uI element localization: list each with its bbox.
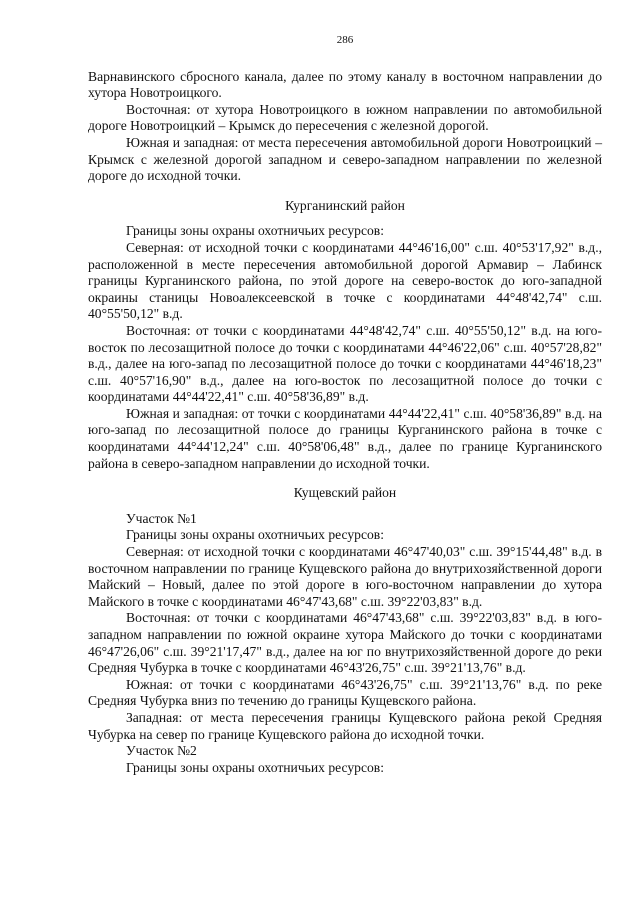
paragraph: Южная: от точки с координатами 46°43'26,75" с.ш. 39°21'13,76" в.д. по реке Средняя Чубурка вниз по течению до границы Кущевского района. xyxy=(88,676,602,709)
paragraph: Северная: от исходной точки с координатами 44°46'16,00" с.ш. 40°53'17,92" в.д., расположенной в месте пересечения автомобильной дорогой Армавир – Лабинск границы Курганинского района, по этой дороге на северо-восток до юго-западной окраины станицы Новоалексеевской в точке с координатами 44°48'42,74" с.ш. 40°55'50,12" в.д. xyxy=(88,239,602,322)
paragraph: Южная и западная: от точки с координатами 44°44'22,41" с.ш. 40°58'36,89" в.д. на юго-запад по лесозащитной полосе до границы Курганинского района в точке с координатами 44°44'12,24" с.ш. 40°58'06,48" в.д., далее по границе Курганинского района в северо-западном направлении до исходной точки. xyxy=(88,405,602,471)
paragraph: Южная и западная: от места пересечения автомобильной дороги Новотроицкий – Крымск с железной дорогой западном и северо-западном направлении по железной дороге до исходной точки. xyxy=(88,134,602,184)
paragraph: Границы зоны охраны охотничьих ресурсов: xyxy=(126,759,384,775)
paragraph: Границы зоны охраны охотничьих ресурсов: xyxy=(126,223,384,239)
subsection-label: Участок №1 xyxy=(126,510,197,526)
subsection-label: Участок №2 xyxy=(126,743,197,759)
paragraph: Восточная: от точки с координатами 46°47'43,68" с.ш. 39°22'03,83" в.д. в юго-западном направлении по южной окраине хутора Майского до точки с координатами 46°47'26,06" с.ш. 39°21'17,47" в.д., далее на юг по внутрихозяйственной дороге до реки Средняя Чубурка в точке с координатами 46°43'26,75" с.ш. 39°21'13,76" в.д. xyxy=(88,610,602,676)
paragraph: Восточная: от хутора Новотроицкого в южном направлении по автомобильной дороге Новотроицкий – Крымск до пересечения с железной дорогой. xyxy=(88,101,602,134)
paragraph: Восточная: от точки с координатами 44°48'42,74" с.ш. 40°55'50,12" в.д. на юго-восток по лесозащитной полосе до точки с координатами 44°46'22,06" с.ш. 40°57'28,82" в.д., далее на юго-запад по лесозащитной полосе до точки с координатами 44°46'18,23" с.ш. 40°57'16,90" в.д., далее на юго-восток по лесозащитной полосе до точки с координатами 44°44'22,41" с.ш. 40°58'36,89" в.д. xyxy=(88,322,602,405)
page-number: 286 xyxy=(336,34,354,46)
paragraph: Западная: от места пересечения границы Кущевского района рекой Средняя Чубурка на север по границе Кущевского района до исходной точки. xyxy=(88,709,602,742)
paragraph: Варнавинского сбросного канала, далее по этому каналу в восточном направлении до хутора Новотроицкого. xyxy=(88,68,602,101)
section-heading: Кущевский район xyxy=(293,485,397,501)
paragraph: Северная: от исходной точки с координатами 46°47'40,03" с.ш. 39°15'44,48" в.д. в восточном направлении по границе Кущевского района до внутрихозяйственной дороги Майский – Новый, далее по этой дороге в юго-восточном направлении до хутора Майского в точке с координатами 46°47'43,68" с.ш. 39°22'03,83" в.д. xyxy=(88,544,602,609)
document-page xyxy=(88,32,602,776)
paragraph: Границы зоны охраны охотничьих ресурсов: xyxy=(126,527,384,543)
section-heading: Курганинский район xyxy=(285,197,405,213)
